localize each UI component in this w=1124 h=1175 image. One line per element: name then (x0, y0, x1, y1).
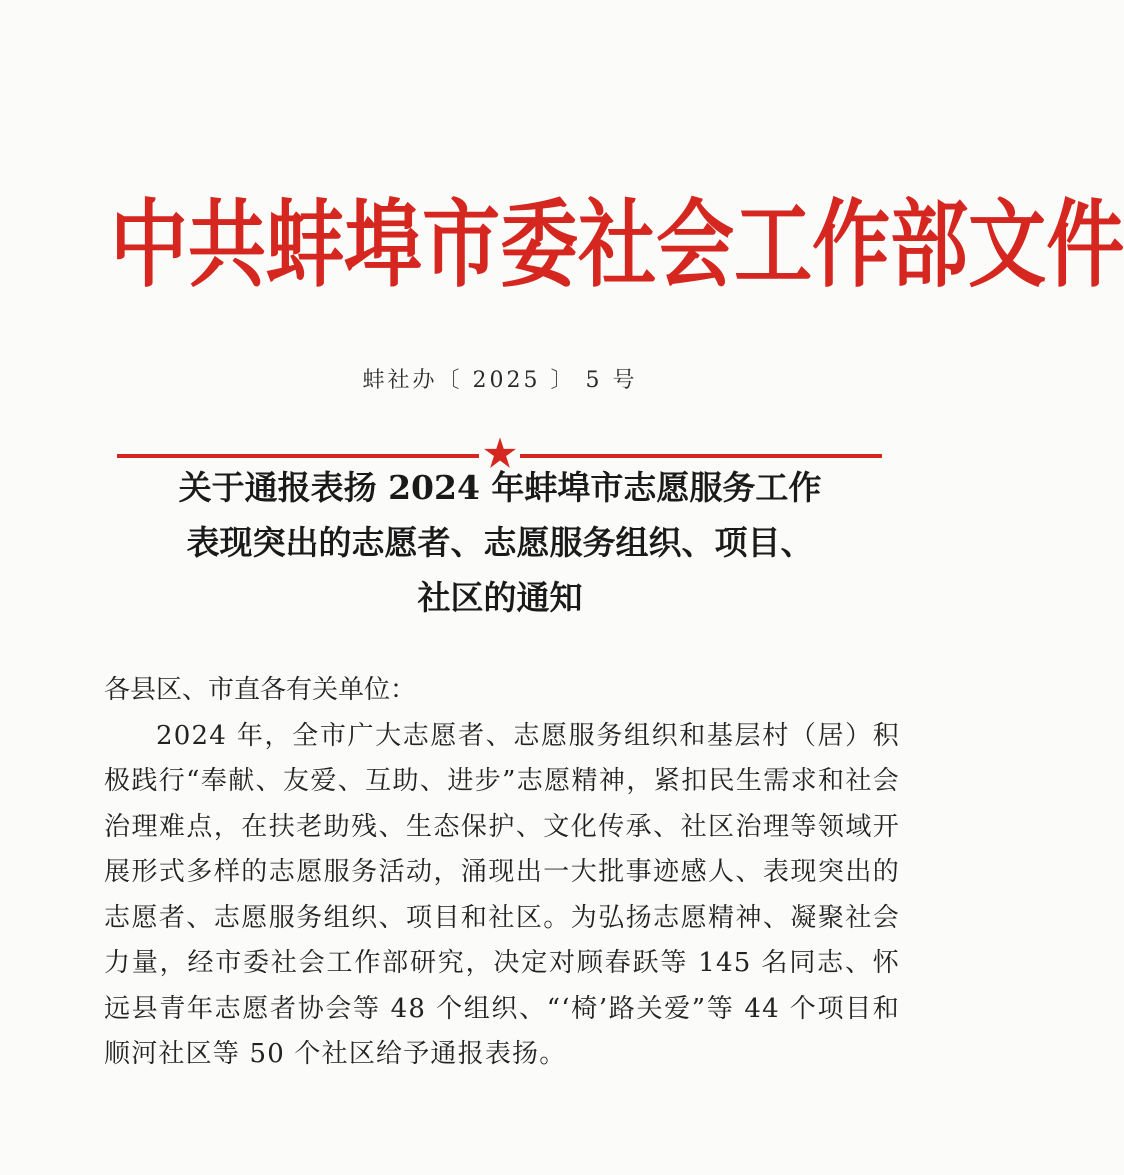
masthead-char: 蚌 (266, 191, 345, 301)
divider-rule-right (520, 454, 882, 458)
notice-body (104, 668, 900, 1078)
masthead-char: 市 (422, 191, 501, 301)
masthead-char: 委 (500, 191, 579, 301)
masthead-char: 会 (656, 191, 735, 301)
masthead-char: 社 (578, 191, 657, 301)
divider-rule-left (117, 454, 479, 458)
masthead-char: 文 (968, 191, 1047, 301)
title-line: 表现突出的志愿者、志愿服务组织、项目、 (186, 523, 814, 562)
masthead-char: 部 (890, 191, 969, 301)
body-paragraph: 2024 年，全市广大志愿者、志愿服务组织和基层村（居）积极践行“奉献、友爱、互助、进步”志愿精神，紧扣民生需求和社会治理难点，在扶老助残、生态保护、文化传承、社区治理等领域开展形式多样的志愿服务活动，涌现出一大批事迹感人、表现突出的志愿者、志愿服务组织、项目和社区。为弘扬志愿精神、凝聚社会力量，经市委社会工作部研究，决定对顾春跃等 145 名同志、怀远县青年志愿者协会等 48 个组织、“‘椅’路关爱”等 44 个项目和顺河社区等 50 个社区给予通报表扬。 (104, 720, 900, 1069)
title-line: 社区的通知 (417, 578, 583, 617)
salutation: 各县区、市直各有关单位： (104, 675, 417, 705)
masthead-char: 作 (812, 191, 891, 301)
masthead-title (110, 186, 1124, 306)
masthead-char: 中 (110, 191, 189, 301)
document-number: 蚌社办〔 2025 〕 5 号 (362, 368, 638, 393)
notice-title (0, 460, 1000, 625)
masthead-char: 埠 (344, 191, 423, 301)
masthead-char: 工 (734, 191, 813, 301)
masthead-char: 共 (188, 191, 267, 301)
title-line: 关于通报表扬 2024 年蚌埠市志愿服务工作 (178, 468, 822, 507)
masthead-char: 件 (1046, 191, 1124, 301)
